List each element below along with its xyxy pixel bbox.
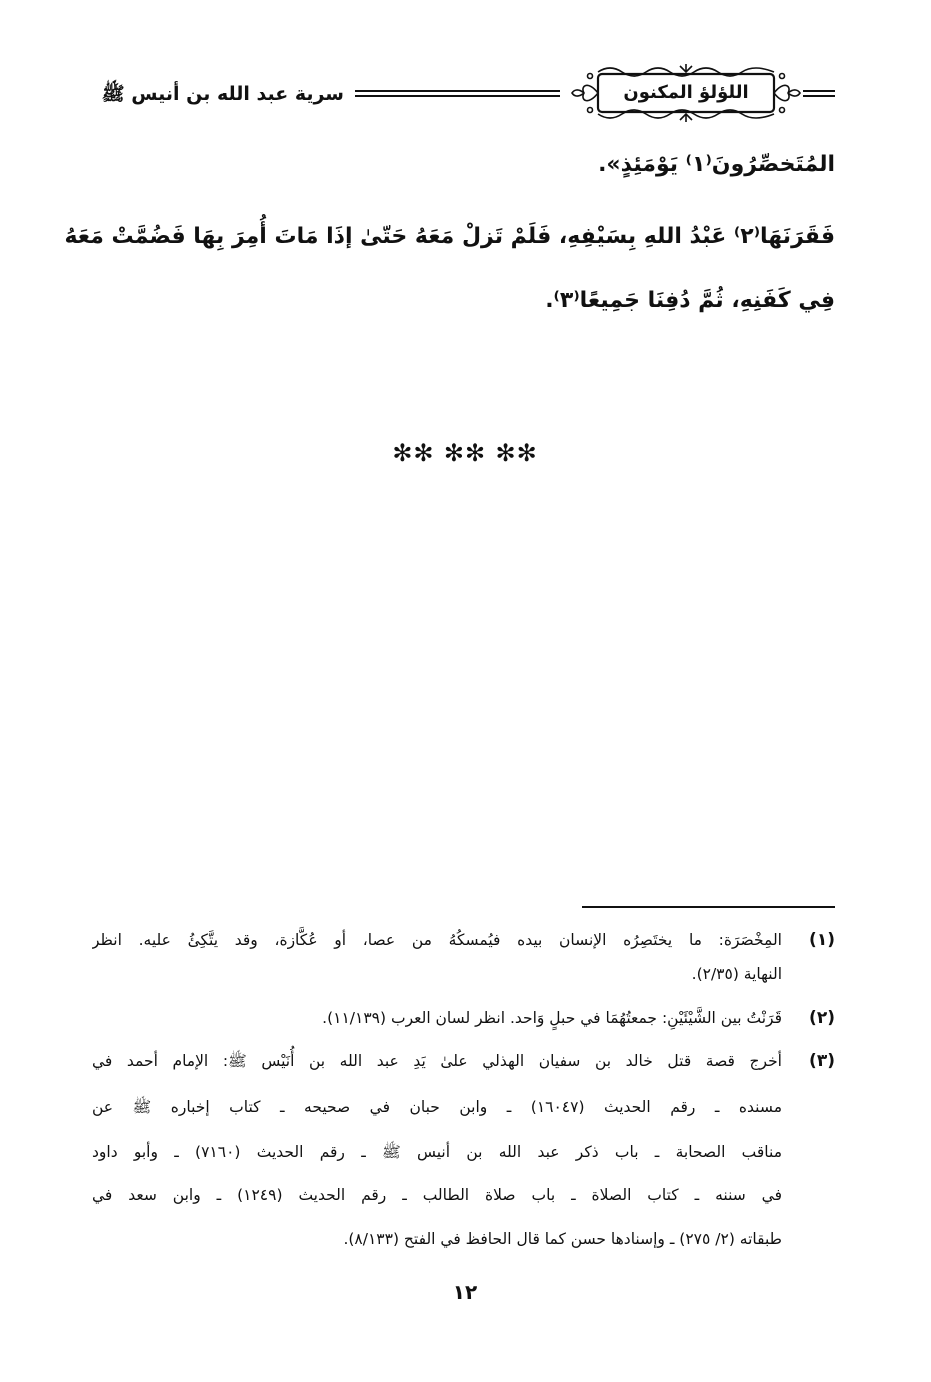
footnote-line: المِخْصَرَة: ما يختَصِرُه الإنسان بيده فيُمسكُهُ من عصا، أو عُكَّازة، وقد يتَّكِئُ عليه. انظر [92,931,782,949]
body-text-line: المُتَخصِّرُونَ⁽١⁾ يَوْمَئِذٍ». [598,152,835,177]
footnote-line: مسنده ـ رقم الحديث (١٦٠٤٧) ـ وابن حبان في صحيحه ـ كتاب إخباره ﷺ عن [92,1098,782,1116]
footnote-line: قَرَنْتُ بين الشَّيْئَيْنِ: جمعتُهُمَا في حبلٍ وَاحد. انظر لسان العرب (١١/١٣٩). [322,1009,782,1027]
body-text-line: فَقَرَنَهَا⁽٢⁾ عَبْدُ اللهِ بِسَيْفِهِ، فَلَمْ تَزلْ مَعَهُ حَتّىٰ إذَا مَاتَ أُمِرَ بِهَا فَضُمَّتْ مَعَهُ [64,224,835,249]
footnote-line: مناقب الصحابة ـ باب ذكر عبد الله بن أنيس ﷺ ـ رقم الحديث (٧١٦٠) ـ وأبو داود [92,1143,782,1161]
body-text-line: فِي كَفَنِهِ، ثُمَّ دُفِنَا جَمِيعًا⁽٣⁾. [545,288,835,313]
header-double-rule-left [355,90,560,97]
footnote-line: النهاية (٢/٣٥). [691,965,782,983]
section-separator: ✻✻ ✻✻ ✻✻ [392,439,538,467]
footnote-number: (٣) [809,1051,835,1071]
footnote-line: أخرج قصة قتل خالد بن سفيان الهذلي علىٰ يَدِ عبد الله بن أُنَيْس ﷺ: الإمام أحمد في [92,1052,782,1070]
header-double-rule-right [803,90,835,97]
footnote-number: (٢) [809,1008,835,1028]
header-ornament-frame [570,60,802,126]
footnote-divider [582,906,835,908]
header-series-title: اللؤلؤ المكنون [623,82,749,103]
page-number: ١٢ [452,1280,478,1304]
header-book-title: سرية عبد الله بن أنيس ﷺ [101,83,344,105]
footnote-line: طبقاته (٢/ ٢٧٥) ـ وإسنادها حسن كما قال الحافظ في الفتح (٨/١٣٣). [343,1230,782,1248]
footnote-number: (١) [809,930,835,950]
footnote-line: في سننه ـ كتاب الصلاة ـ باب صلاة الطالب ـ رقم الحديث (١٢٤٩) ـ وابن سعد في [92,1186,782,1204]
